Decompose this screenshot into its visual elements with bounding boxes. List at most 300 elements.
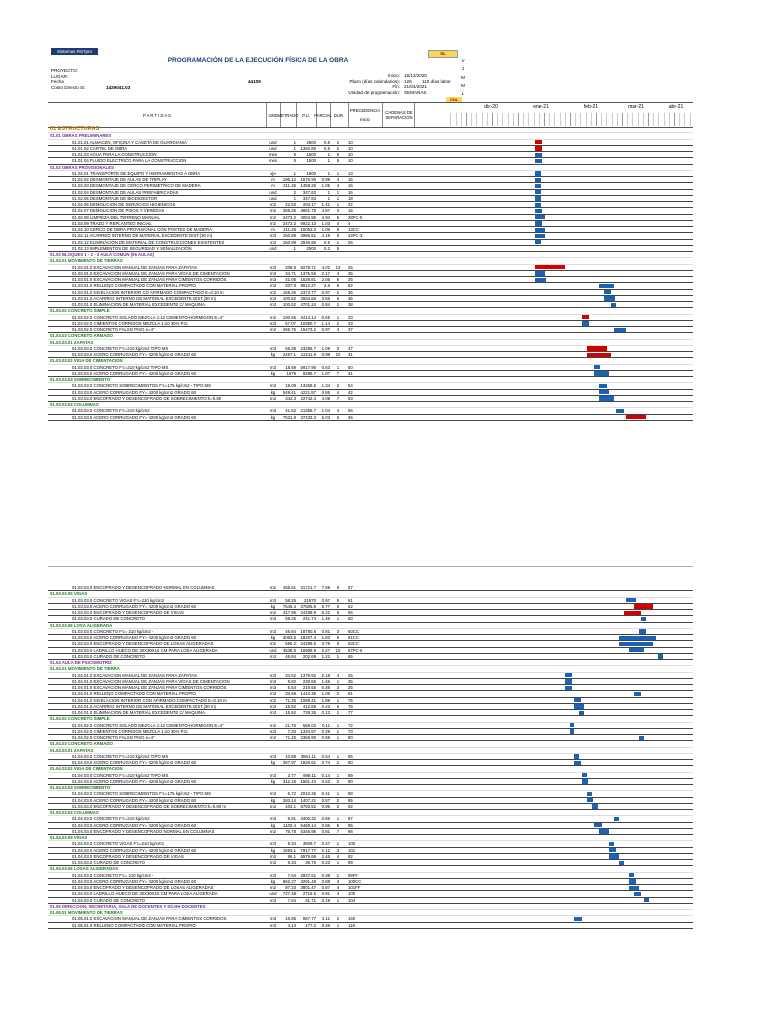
gantt-track bbox=[446, 854, 693, 859]
row-partial: 0.98 bbox=[321, 352, 330, 357]
col-partidas: P A R T I D A S bbox=[48, 103, 267, 127]
row-precedence: 37 bbox=[348, 327, 353, 332]
project-meta-left bbox=[51, 68, 86, 90]
row-partial: 7.59 bbox=[321, 585, 330, 590]
row-partial: 6.03 bbox=[321, 414, 330, 420]
row-precedence: 104 bbox=[348, 897, 356, 903]
row-metrado: 662.27 bbox=[282, 878, 296, 884]
row-description: 01.03.01.0 ELIMINACION DE MATERIAL EXCEDENTE C/ MAQUINA bbox=[72, 302, 205, 307]
row-metrado: 2472.2 bbox=[282, 214, 296, 220]
row-precedence: 50 bbox=[348, 364, 353, 370]
row-duration: 5 bbox=[336, 152, 340, 157]
gantt-bar bbox=[579, 711, 584, 715]
row-description: 01.04.03.02 VIGA DE CIMENTACION bbox=[50, 766, 123, 772]
row-description: 01.04.03.0 ENCOFRADO Y DESENCOFRADO DE VIGAS bbox=[72, 853, 184, 859]
row-duration: 5 bbox=[336, 295, 340, 301]
gantt-track bbox=[446, 654, 693, 659]
row-partial: 0.57 bbox=[321, 797, 330, 803]
row-description: 01.04.03.0 CONCRETO F'c=210 kg/cm2 TIPO MS bbox=[72, 753, 169, 759]
row-metrado: 9.34 bbox=[287, 841, 296, 847]
row-precedence: 63CC bbox=[348, 641, 359, 647]
gantt-bar bbox=[574, 917, 581, 921]
row-metrado: 365.25 bbox=[282, 208, 296, 214]
row-unit: und bbox=[269, 647, 277, 653]
row-description: 01.03.03.0 ACERO CORRUGADO FY= 4200 kg/cm2 GRADO 60 bbox=[72, 603, 197, 609]
row-precedence: 25 bbox=[348, 277, 353, 282]
gantt-bar bbox=[609, 854, 619, 858]
page-divider bbox=[48, 566, 693, 567]
row-precedence: 60 bbox=[348, 616, 353, 622]
row-metrado: 357.97 bbox=[282, 760, 296, 765]
row-price: 7917.77 bbox=[300, 847, 316, 853]
row-unit: m3 bbox=[270, 922, 276, 928]
row-price: 2500 bbox=[306, 245, 316, 251]
weekday-letter: J bbox=[461, 66, 465, 72]
gantt-track bbox=[446, 860, 693, 865]
row-unit: m2 bbox=[270, 885, 276, 890]
row-description: 01.03.03.02 VIGA DE CIMENTACION bbox=[50, 358, 123, 364]
row-description: 01.04.03.0 ACERO CORRUGADO FY= 4200 kg/cm2 GRADO 60 bbox=[72, 778, 197, 784]
row-precedence: 24FC-3 bbox=[348, 233, 363, 239]
row-price: 2715.5 bbox=[302, 891, 316, 897]
date-value: 44109 bbox=[248, 79, 261, 84]
row-unit: m2 bbox=[270, 289, 276, 295]
gantt-bar bbox=[626, 598, 636, 602]
gantt-track bbox=[446, 673, 693, 678]
row-description: 01.03.03.0 ACERO CORRUGADO FY= 4200 kg/cm2 GRADO 60 bbox=[72, 414, 197, 420]
row-price: 5579.66 bbox=[300, 853, 316, 859]
row-price: 1392.85 bbox=[300, 145, 316, 151]
row-duration: 3 bbox=[336, 208, 340, 214]
row-metrado: 283.14 bbox=[282, 797, 296, 803]
gantt-track bbox=[446, 685, 693, 690]
end-label: Fin: bbox=[392, 84, 400, 90]
row-duration: 2 bbox=[336, 139, 340, 145]
row-metrado: 7.64 bbox=[287, 872, 296, 878]
row-metrado: 76.78 bbox=[285, 828, 296, 834]
row-price: 18207.4 bbox=[300, 635, 316, 640]
row-precedence: 25 bbox=[348, 685, 353, 690]
row-duration: 1 bbox=[336, 841, 340, 847]
row-metrado: 1 bbox=[293, 245, 296, 251]
row-partial: 1.06 bbox=[321, 227, 330, 232]
row-price: 2373.77 bbox=[300, 289, 316, 295]
row-price: 1500 bbox=[306, 158, 316, 164]
gantt-bar bbox=[592, 804, 598, 808]
gantt-bar bbox=[594, 823, 601, 827]
gantt-bar bbox=[565, 673, 572, 677]
row-precedence: 96 bbox=[348, 828, 353, 834]
row-unit: m3 bbox=[270, 295, 276, 301]
row-precedence: 101 bbox=[348, 847, 356, 853]
row-duration: 3 bbox=[336, 345, 340, 351]
row-price: 569.02 bbox=[302, 722, 316, 728]
month-mar: mar-21 bbox=[628, 104, 644, 110]
row-description: 01.03.03.0 CONCRETO F'c=210 kg/cm2 bbox=[72, 408, 150, 414]
row-price: 230.65 bbox=[302, 678, 316, 684]
row-duration: 6 bbox=[336, 635, 340, 640]
row-metrado: 130.56 bbox=[282, 314, 296, 320]
row-unit: m3 bbox=[270, 345, 276, 351]
row-precedence: 65 bbox=[348, 653, 353, 659]
row-description: 01.04.01.0 EXCAVACION MANUAL DE ZANJAS PARA VIGAS DE CIMENTACION bbox=[72, 678, 230, 684]
row-price: 5346.96 bbox=[300, 828, 316, 834]
cost-label: Costo Directo S/. bbox=[51, 84, 86, 90]
row-precedence: 86 bbox=[348, 753, 353, 759]
row-duration: 2 bbox=[336, 289, 340, 295]
row-metrado: 34.71 bbox=[285, 270, 296, 276]
row-precedence: 41 bbox=[348, 370, 353, 376]
row-unit: und bbox=[269, 891, 277, 897]
gantt-track bbox=[446, 635, 693, 640]
gantt-track bbox=[446, 208, 693, 213]
row-price: 37433.3 bbox=[300, 414, 316, 420]
gantt-bar bbox=[599, 384, 606, 388]
sl-flag: SL bbox=[428, 50, 458, 58]
row-description: 01.04.03.0 LADRILLO HUECO DE 30X30X15 CM PARA LOSA ALIGERADA bbox=[72, 891, 218, 897]
row-description: 01.04.03.0 ACERO CORRUGADO FY= 4200 kg/cm2 GRADO 60 bbox=[72, 797, 197, 803]
row-description: 01.01.04 FLUIDO ELECTRICO PARA LA CONSTRUCCION bbox=[72, 158, 187, 164]
row-description: 01.02.13 IMPLEMENTOS DE SEGURIDAD Y SEÑALIZACION bbox=[72, 245, 192, 251]
gantt-track bbox=[446, 691, 693, 696]
row-precedence: 38 bbox=[348, 302, 353, 307]
gantt-bar bbox=[535, 140, 542, 144]
row-unit: m3 bbox=[270, 841, 276, 847]
gantt-track bbox=[446, 885, 693, 890]
row-price: 12211.6 bbox=[300, 352, 316, 357]
row-description: 01.03.03.0 ACERO CORRUGADO FY= 4200 kg/cm2 GRADO 60 bbox=[72, 389, 197, 395]
row-description: 01.04.03.04 COLUMNAS bbox=[50, 810, 99, 815]
gantt-bar bbox=[614, 328, 626, 332]
gantt-bar bbox=[619, 642, 654, 646]
row-unit: m3 bbox=[270, 616, 276, 622]
row-unit: m3 bbox=[270, 772, 276, 778]
row-partial: 2.12 bbox=[321, 847, 330, 853]
row-unit: m2 bbox=[270, 853, 276, 859]
gantt-bar bbox=[570, 723, 575, 727]
row-metrado: 455.51 bbox=[282, 585, 296, 590]
row-precedence: 61CC bbox=[348, 635, 359, 640]
gantt-bar bbox=[629, 873, 634, 877]
gantt-bar bbox=[535, 178, 541, 182]
row-duration: 1 bbox=[336, 872, 340, 878]
row-duration: 5 bbox=[336, 585, 340, 590]
gantt-track bbox=[446, 916, 693, 921]
gantt-bar bbox=[587, 346, 607, 350]
row-partial: 0.84 bbox=[321, 302, 330, 307]
row-unit: m3 bbox=[270, 233, 276, 239]
gantt-bar bbox=[604, 290, 611, 294]
row-description: 01.04.03.0 CONCRETO F'c=210 kg/cm2 TIPO MS bbox=[72, 772, 169, 778]
row-duration: 1 bbox=[336, 678, 340, 684]
gantt-track bbox=[446, 240, 693, 245]
row-duration: 4 bbox=[336, 885, 340, 890]
row-unit: kg bbox=[270, 822, 276, 828]
start-value: 15/12/2020 bbox=[404, 73, 427, 78]
row-precedence: 52 bbox=[348, 283, 353, 289]
table-row bbox=[48, 923, 693, 929]
gantt-bar bbox=[582, 321, 589, 325]
row-unit: m3 bbox=[270, 710, 276, 715]
row-partial: 1 bbox=[327, 152, 330, 157]
gantt-track bbox=[446, 215, 693, 220]
col-und: UND bbox=[266, 103, 281, 127]
row-metrado: 46.84 bbox=[285, 628, 296, 634]
gantt-track bbox=[446, 729, 693, 734]
row-duration: 4 bbox=[336, 389, 340, 395]
row-partial: 0.19 bbox=[321, 897, 330, 903]
row-duration: 1 bbox=[336, 772, 340, 778]
row-price: 5917.96 bbox=[300, 364, 316, 370]
row-partial: 0.81 bbox=[321, 628, 330, 634]
row-description: 01.04.02.0 CIMIENTOS CORRIDOS MEZCLA 1:10 30% P.G. bbox=[72, 728, 189, 734]
row-metrado: 312.16 bbox=[282, 778, 296, 784]
row-description: 01.03.03.0 CONCRETO SOBRECIMIENTOS F'c=175 kg/cm2 - TIPO MS bbox=[72, 383, 211, 389]
row-partial: 0.26 bbox=[321, 922, 330, 928]
gantt-bar bbox=[582, 773, 587, 777]
row-metrado: 100.62 bbox=[282, 295, 296, 301]
gantt-track bbox=[446, 791, 693, 796]
row-unit: vje bbox=[270, 170, 276, 176]
row-unit: m3 bbox=[270, 816, 276, 822]
row-metrado: 10.88 bbox=[285, 753, 296, 759]
row-precedence: 61 bbox=[348, 597, 353, 603]
row-precedence: 100 bbox=[348, 841, 356, 847]
row-description: 01.02.03 DESMONTAJE DE CERCO PERIMETRICO DE MADERA bbox=[72, 183, 201, 189]
row-unit: m3 bbox=[270, 703, 276, 709]
row-unit: m2 bbox=[270, 610, 276, 615]
gantt-bar bbox=[535, 228, 545, 232]
gantt-track bbox=[446, 290, 693, 295]
row-partial: 1 bbox=[327, 189, 330, 195]
row-partial: 0.23 bbox=[321, 860, 330, 865]
row-precedence: 25 bbox=[348, 264, 353, 270]
gantt-track bbox=[446, 246, 693, 251]
row-precedence: 28FC-5 bbox=[348, 214, 363, 220]
row-duration: 5 bbox=[336, 277, 340, 282]
month-feb: feb-21 bbox=[583, 104, 599, 110]
row-description: 01.03.01 MOVIMIENTO DE TIERRAS bbox=[50, 258, 123, 264]
row-metrado: 6.81 bbox=[287, 816, 296, 822]
row-partial: 1.34 bbox=[321, 383, 330, 389]
row-precedence: 10 bbox=[348, 145, 353, 151]
row-price: 8278.71 bbox=[300, 264, 316, 270]
schedule-rows-page-1 bbox=[48, 127, 693, 421]
row-precedence: 62 bbox=[348, 603, 353, 609]
row-duration: 1 bbox=[336, 239, 340, 245]
row-price: 2663.66 bbox=[300, 295, 316, 301]
row-precedence: 25 bbox=[348, 678, 353, 684]
row-unit: kg bbox=[270, 847, 276, 853]
row-description: 01.02.10 CERCO DE OBRA PROVISIONAL CON POSTES DE MADERA bbox=[72, 227, 213, 232]
row-duration: 1 bbox=[336, 753, 340, 759]
row-description: 01.02.01 TRANSPORTE DE EQUIPO Y HERRAMIENTAS A OBRA bbox=[72, 170, 201, 176]
row-duration: 6 bbox=[336, 610, 340, 615]
row-price: 6922.13 bbox=[300, 220, 316, 226]
row-description: 01.04.01.0 ACARREO INTERNO DE MATERIAL EXCEDENTE DIST.(30 m) bbox=[72, 703, 216, 709]
gantt-track bbox=[446, 723, 693, 728]
row-metrado: 196.12 bbox=[282, 177, 296, 182]
row-description: 01.04.03.0 ACERO CORRUGADO FY= 4200 kg/cm2 GRADO 60 bbox=[72, 822, 197, 828]
row-description: 01.02.08 LIMPIEZA DEL TERRENO MANUAL bbox=[72, 214, 160, 220]
row-unit: kg bbox=[270, 414, 276, 420]
gantt-track bbox=[446, 196, 693, 201]
row-metrado: 211.26 bbox=[283, 227, 296, 232]
row-precedence: 80 bbox=[348, 735, 353, 740]
row-duration: 1 bbox=[336, 735, 340, 740]
row-precedence: 60CC bbox=[348, 628, 359, 634]
gantt-track bbox=[446, 327, 693, 332]
row-metrado: 1 bbox=[293, 195, 296, 201]
row-duration: 6 bbox=[336, 233, 340, 239]
row-description: 01.03.01.0 EXCAVACION MANUAL DE ZANJAS PARA CIMIENTOS CORRIDOS bbox=[72, 277, 227, 282]
gantt-track bbox=[446, 396, 693, 401]
row-partial: 0.47 bbox=[321, 841, 330, 847]
row-precedence: 16 bbox=[348, 183, 353, 189]
row-price: 36.76 bbox=[305, 860, 316, 865]
gantt-bar bbox=[535, 234, 545, 238]
row-description: 01.03.03 CONCRETO ARMADO bbox=[50, 333, 113, 339]
schedule-meta-values bbox=[404, 73, 427, 95]
row-description: 01.04.03.0 CURADO DE CONCRETO bbox=[72, 897, 145, 903]
gantt-bar bbox=[614, 817, 619, 821]
row-partial: 1 bbox=[327, 170, 330, 176]
gantt-bar bbox=[616, 409, 623, 413]
row-duration: 6 bbox=[336, 641, 340, 647]
month-jan: ene-21 bbox=[533, 104, 549, 110]
row-price: 347.62 bbox=[302, 189, 316, 195]
row-price: 1444.35 bbox=[300, 691, 316, 697]
gantt-track bbox=[446, 760, 693, 765]
row-metrado: 22.53 bbox=[285, 202, 296, 207]
gantt-track bbox=[446, 604, 693, 609]
row-description: 01.03.03.06 LOSA ALIGERADA bbox=[50, 622, 113, 628]
gantt-bar bbox=[626, 415, 646, 419]
gantt-bar bbox=[644, 898, 649, 902]
row-price: 1581.44 bbox=[300, 778, 316, 784]
gantt-bar bbox=[535, 159, 542, 163]
row-price: 1375.56 bbox=[300, 270, 316, 276]
row-precedence: 16 bbox=[348, 177, 353, 182]
row-unit: m2 bbox=[270, 208, 276, 214]
gantt-bar bbox=[535, 171, 541, 175]
row-unit: und bbox=[269, 195, 277, 201]
row-duration: 3 bbox=[336, 878, 340, 884]
row-metrado: 1679 bbox=[286, 370, 296, 376]
row-duration: 2 bbox=[336, 760, 340, 765]
row-description: 01.05.01 MOVIMIENTO DE TIERRAS bbox=[50, 910, 123, 915]
gantt-track bbox=[446, 171, 693, 176]
row-description: 01.01.01 ALMACEN, OFICINA Y CASETA DE GUARDIANIA bbox=[72, 139, 187, 145]
precedencia-label: PRECEDENCIA bbox=[349, 108, 381, 113]
row-duration: 1 bbox=[336, 697, 340, 703]
row-precedence: 92 bbox=[348, 803, 353, 809]
row-partial: 5.22 bbox=[321, 610, 330, 615]
row-metrado: 211.26 bbox=[283, 183, 296, 189]
row-description: 01.04.03.0 ENCOFRADO Y DESENCOFRADO DE LOSAS ALIGERADAS bbox=[72, 885, 214, 890]
row-precedence: 101FF bbox=[348, 885, 361, 890]
row-partial: 0.88 bbox=[321, 878, 330, 884]
gantt-bar bbox=[629, 886, 639, 890]
row-price: 2366.90 bbox=[300, 735, 316, 740]
row-duration: 5 bbox=[336, 214, 340, 220]
row-precedence: 13CC bbox=[348, 227, 359, 232]
row-metrado: 18.59 bbox=[285, 364, 296, 370]
row-description: 01.03.03.01 ZAPATAS bbox=[50, 339, 94, 345]
row-partial: 0.99 bbox=[321, 177, 330, 182]
gantt-track bbox=[446, 152, 693, 157]
row-price: 10390.7 bbox=[300, 320, 316, 326]
row-description: 01.05.01.0 EXCAVACION MANUAL DE ZANJAS PARA CIMIENTOS CORRIDOS bbox=[72, 916, 227, 922]
row-duration: 1 bbox=[336, 791, 340, 797]
row-description: 01.03.03.0 CONCRETO F'c= 210 kg/cm2 - bbox=[72, 628, 154, 634]
row-duration: 5 bbox=[336, 414, 340, 420]
row-unit: kg bbox=[270, 797, 276, 803]
gantt-track bbox=[446, 221, 693, 226]
row-precedence: 54 bbox=[348, 383, 353, 389]
row-precedence: 77 bbox=[348, 710, 353, 715]
start-label: Inicio: bbox=[387, 73, 400, 78]
row-price: 2937.61 bbox=[300, 872, 316, 878]
row-duration: 1 bbox=[336, 302, 340, 307]
row-description: 01.03.02 CONCRETO SIMPLE bbox=[50, 308, 110, 314]
col-cadenas: CADENAS DE SEPARACION bbox=[384, 103, 415, 127]
row-description: 01.03.03.0 ACERO CORRUGADO FY= 4200 kg/cm2 GRADO 60 bbox=[72, 352, 197, 357]
row-partial: 1.22 bbox=[321, 653, 330, 659]
row-description: 01.04.03.0 ACERO CORRUGADO FY= 4200 kg/cm2 GRADO 60 bbox=[72, 760, 197, 765]
row-description: 01.03.03.0 CONCRETO F'c=210 kg/cm2 TIPO MS bbox=[72, 345, 169, 351]
unit-label: Unidad de programación: bbox=[348, 89, 400, 95]
row-metrado: 549.41 bbox=[282, 389, 296, 395]
row-metrado: 207.8 bbox=[285, 283, 296, 289]
gantt-track bbox=[446, 848, 693, 853]
row-description: 01 ESTRUCTURAS bbox=[50, 126, 100, 132]
gantt-track bbox=[446, 365, 693, 370]
gantt-bar bbox=[634, 604, 654, 608]
row-price: 1828.61 bbox=[300, 760, 316, 765]
row-duration: 2 bbox=[336, 383, 340, 389]
row-price: 4221.57 bbox=[300, 389, 316, 395]
row-duration: 10 bbox=[335, 352, 341, 357]
row-metrado: 5.54 bbox=[287, 685, 296, 690]
row-precedence: 16 bbox=[348, 208, 353, 214]
row-precedence: 25 bbox=[348, 270, 353, 276]
gantt-track bbox=[446, 383, 693, 388]
row-price: 5469.14 bbox=[300, 822, 316, 828]
row-description: 01.04.03.03 SOBRECIMIENTO bbox=[50, 785, 111, 790]
row-partial: 0.54 bbox=[321, 753, 330, 759]
cost-value: 1429041.03 bbox=[106, 85, 131, 90]
row-precedence: 73 bbox=[348, 728, 353, 734]
row-description: 01.03.02.0 CIMIENTOS CORRIDOS MEZCLA 1:10 30% P.G. bbox=[72, 320, 189, 326]
row-duration: 1 bbox=[336, 816, 340, 822]
row-duration: 1 bbox=[336, 728, 340, 734]
row-precedence: 85 bbox=[348, 797, 353, 803]
gantt-bar bbox=[641, 617, 646, 621]
row-description: 01.02.02 DESMONTAJE DE AULAS DE TRIPLAY bbox=[72, 177, 168, 182]
row-description: 01.04.01 MOVIMIENTO DE TIERRA bbox=[50, 666, 120, 672]
row-unit: m2 bbox=[270, 327, 276, 332]
gantt-bar bbox=[570, 729, 575, 733]
row-unit: m2 bbox=[270, 828, 276, 834]
gantt-bar bbox=[587, 798, 593, 802]
gantt-track bbox=[446, 641, 693, 646]
row-description: 01.03.03.0 ENCOFRADO Y DESENCOFRADO NORMAL EN COLUMNAS bbox=[72, 585, 215, 590]
row-unit: m3 bbox=[270, 302, 276, 307]
row-description: 01.04.01.0 EXCAVACION MANUAL DE ZANJAS PARA ZAPATAS bbox=[72, 672, 197, 678]
row-description: 01.05 DIRECCION, SECRETARIA, SALA DE DOCENTES Y SS.HH DOCENTES bbox=[50, 903, 206, 909]
row-price: 219.55 bbox=[302, 685, 316, 690]
